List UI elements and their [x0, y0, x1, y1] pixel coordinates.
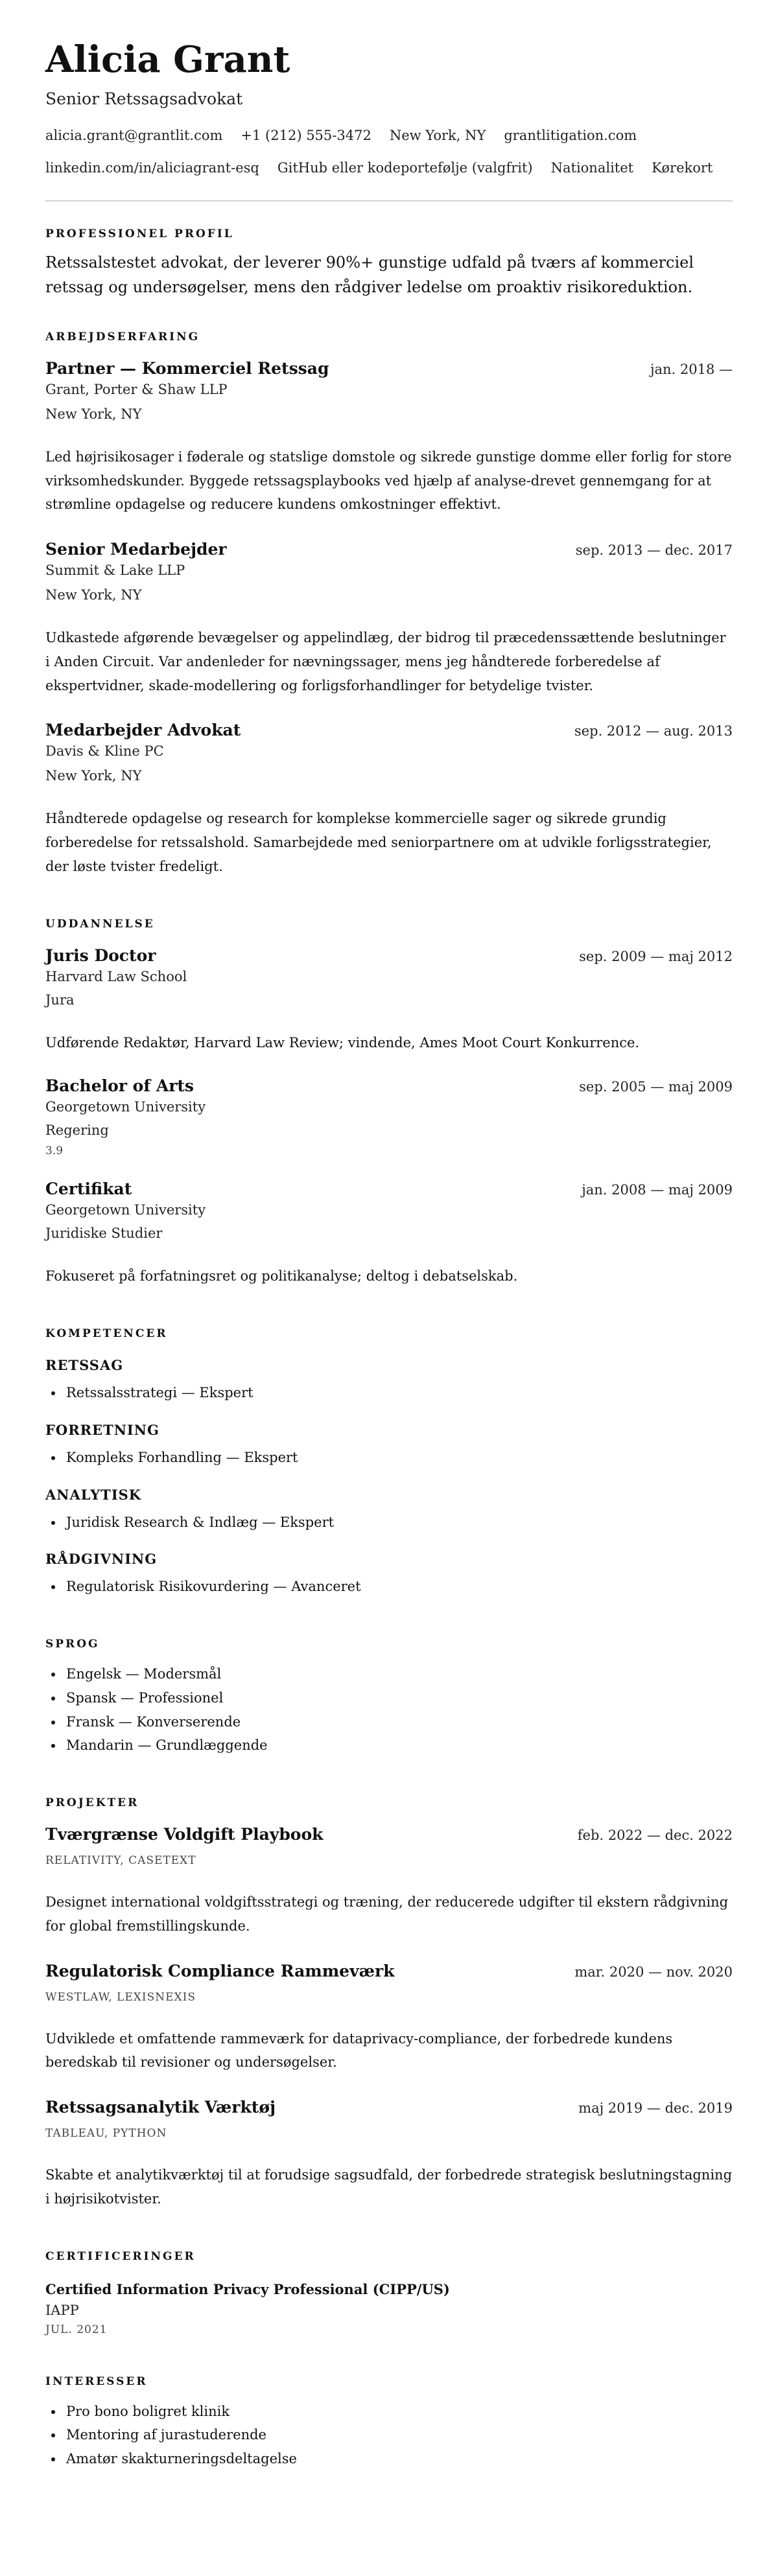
experience-section: [45, 331, 733, 879]
interest-item: • Amatør skakturneringsdeltagelse: [64, 2447, 733, 2471]
project-tools: WESTLAW, LEXISNEXIS: [45, 1990, 196, 2004]
education-grade: 3.9: [45, 1144, 64, 1158]
skills-heading: KOMPETENCER: [45, 1327, 168, 1341]
project-item: [45, 1962, 733, 2075]
experience-date: sep. 2012 — aug. 2013: [574, 723, 733, 739]
certification-date: JUL. 2021: [45, 2323, 108, 2336]
certifications-section: [45, 2250, 733, 2336]
language-item: • Mandarin — Grundlæggende: [64, 1734, 733, 1758]
languages-section: [45, 1638, 733, 1758]
interest-item: • Pro bono boligret klinik: [64, 2400, 733, 2424]
project-title: Retssagsanalytik Værktøj: [45, 2098, 276, 2117]
education-item: [45, 1076, 733, 1157]
contact-linkedin[interactable]: linkedin.com/in/aliciagrant-esq: [45, 160, 259, 176]
education-degree: Bachelor of Arts: [45, 1076, 194, 1096]
skill-item: • Kompleks Forhandling — Ekspert: [64, 1446, 733, 1470]
header-divider: [45, 200, 733, 202]
education-section: [45, 918, 733, 1289]
experience-date: jan. 2018 —: [650, 361, 733, 377]
contact-email[interactable]: alicia.grant@grantlit.com: [45, 128, 223, 144]
education-item: [45, 1179, 733, 1288]
certification-title: Certified Information Privacy Professional (CIPP/US): [45, 2280, 450, 2297]
experience-title: Senior Medarbejder: [45, 540, 227, 559]
experience-item: [45, 721, 733, 878]
certifications-heading: CERTIFICERINGER: [45, 2249, 196, 2263]
skill-category: ANALYTISK: [45, 1486, 142, 1503]
education-field: Regering: [45, 1122, 109, 1139]
language-item: • Spansk — Professionel: [64, 1686, 733, 1710]
contact-github[interactable]: GitHub eller kodeportefølje (valgfrit): [277, 160, 533, 176]
interest-list: [45, 2400, 733, 2471]
education-field: Juridiske Studier: [45, 1225, 163, 1242]
resume-header: [45, 39, 733, 176]
language-item: • Fransk — Konverserende: [64, 1710, 733, 1734]
profile-heading: PROFESSIONEL PROFIL: [45, 227, 234, 241]
experience-heading: ARBEJDSERFARING: [45, 330, 200, 343]
contact-drivers-license: Kørekort: [652, 160, 713, 176]
skill-category: FORRETNING: [45, 1421, 159, 1438]
interests-section: [45, 2375, 733, 2471]
project-date: mar. 2020 — nov. 2020: [574, 1964, 733, 1980]
contact-nationality: Nationalitet: [550, 160, 634, 176]
education-item: [45, 946, 733, 1055]
experience-description: Led højrisikosager i føderale og statslige domstole og sikrede gunstige domme eller forlig for store virksomhedskunder. Byggede retssagsplaybooks ved hjælp af analyse-drevet gennemgang for at strømline opdagelse og reducere kundens omkostninger effektivt.: [45, 448, 732, 513]
skill-list: [45, 1381, 733, 1405]
experience-location: New York, NY: [45, 406, 142, 422]
education-school: Georgetown University: [45, 1202, 206, 1218]
experience-item: [45, 359, 733, 516]
languages-heading: SPROG: [45, 1638, 100, 1651]
contact-website[interactable]: grantlitigation.com: [504, 128, 637, 144]
project-description: Udviklede et omfattende rammeværk for dataprivacy-compliance, der forbedrede kundens beredskab til revisioner og undersøgelser.: [45, 2030, 673, 2071]
projects-heading: PROJEKTER: [45, 1796, 139, 1810]
experience-company: Grant, Porter & Shaw LLP: [45, 381, 228, 397]
skill-list: [45, 1511, 733, 1535]
education-degree: Certifikat: [45, 1179, 132, 1199]
experience-item: [45, 540, 733, 697]
experience-title: Partner — Kommerciel Retssag: [45, 358, 329, 378]
skill-list: [45, 1446, 733, 1470]
project-title: Regulatorisk Compliance Rammeværk: [45, 1961, 395, 1980]
education-heading: UDDANNELSE: [45, 917, 155, 931]
job-title: Senior Retssagsadvokat: [45, 89, 243, 109]
project-title: Tværgrænse Voldgift Playbook: [45, 1825, 324, 1844]
education-description: Udførende Redaktør, Harvard Law Review; vindende, Ames Moot Court Konkurrence.: [45, 1034, 640, 1050]
interest-item: • Mentoring af jurastuderende: [64, 2423, 733, 2447]
skill-list: [45, 1575, 733, 1599]
skills-section: [45, 1327, 733, 1599]
experience-description: Håndterede opdagelse og research for komplekse kommercielle sager og sikrede grundig forberedelse for retssalshold. Samarbejdede med seniorpartnere om at udvikle forligsstrategier, der løste tvister fredeligt.: [45, 811, 712, 874]
education-field: Jura: [45, 992, 75, 1008]
experience-company: Summit & Lake LLP: [45, 563, 185, 579]
project-tools: TABLEAU, PYTHON: [45, 2127, 167, 2141]
project-item: [45, 2098, 733, 2211]
experience-location: New York, NY: [45, 587, 142, 603]
experience-location: New York, NY: [45, 768, 142, 784]
education-degree: Juris Doctor: [45, 946, 156, 965]
projects-section: [45, 1796, 733, 2211]
project-date: maj 2019 — dec. 2019: [578, 2100, 733, 2117]
education-date: sep. 2009 — maj 2012: [579, 948, 733, 964]
skill-item: • Regulatorisk Risikovurdering — Avanceret: [64, 1575, 733, 1599]
language-list: [45, 1662, 733, 1758]
contact-list: [45, 128, 733, 176]
project-date: feb. 2022 — dec. 2022: [577, 1828, 733, 1844]
education-date: sep. 2005 — maj 2009: [579, 1079, 733, 1095]
experience-company: Davis & Kline PC: [45, 743, 164, 760]
profile-summary: Retssalstestet advokat, der leverer 90%+ gunstige udfald på tværs af kommerciel retssag og undersøgelser, mens den rådgiver ledelse om proaktiv risikoreduktion.: [45, 253, 694, 296]
education-school: Harvard Law School: [45, 968, 187, 984]
project-item: [45, 1825, 733, 1938]
education-description: Fokuseret på forfatningsret og politikanalyse; deltog i debatselskab.: [45, 1268, 518, 1284]
skill-category: RÅDGIVNING: [45, 1551, 158, 1568]
experience-date: sep. 2013 — dec. 2017: [575, 542, 733, 559]
person-name: Alicia Grant: [45, 38, 290, 81]
skill-item: • Juridisk Research & Indlæg — Ekspert: [64, 1511, 733, 1535]
education-date: jan. 2008 — maj 2009: [582, 1182, 733, 1198]
language-item: • Engelsk — Modersmål: [64, 1662, 733, 1686]
profile-section: [45, 227, 733, 299]
skill-item: • Retssalsstrategi — Ekspert: [64, 1381, 733, 1405]
project-description: Skabte et analytikværktøj til at forudsige sagsudfald, der forbedrede strategisk beslutningstagning i højrisikotvister.: [45, 2167, 733, 2207]
contact-location: New York, NY: [389, 128, 486, 144]
experience-title: Medarbejder Advokat: [45, 721, 241, 740]
contact-phone[interactable]: +1 (212) 555-3472: [241, 128, 371, 144]
experience-description: Udkastede afgørende bevægelser og appelindlæg, der bidrog til præcedenssættende beslutninger i Anden Circuit. Var andenleder for nævningssager, mens jeg håndterede forberedelse af ekspertvidner, skade-modellering og forligsforhandlinger for betydelige tvister.: [45, 630, 726, 693]
education-school: Georgetown University: [45, 1099, 206, 1115]
project-description: Designet international voldgiftsstrategi og træning, der reducerede udgifter til ekstern rådgivning for global fremstillingskunde.: [45, 1894, 729, 1934]
project-tools: RELATIVITY, CASETEXT: [45, 1854, 196, 1868]
interests-heading: INTERESSER: [45, 2374, 148, 2388]
skill-category: RETSSAG: [45, 1357, 124, 1374]
certification-issuer: IAPP: [45, 2302, 79, 2318]
